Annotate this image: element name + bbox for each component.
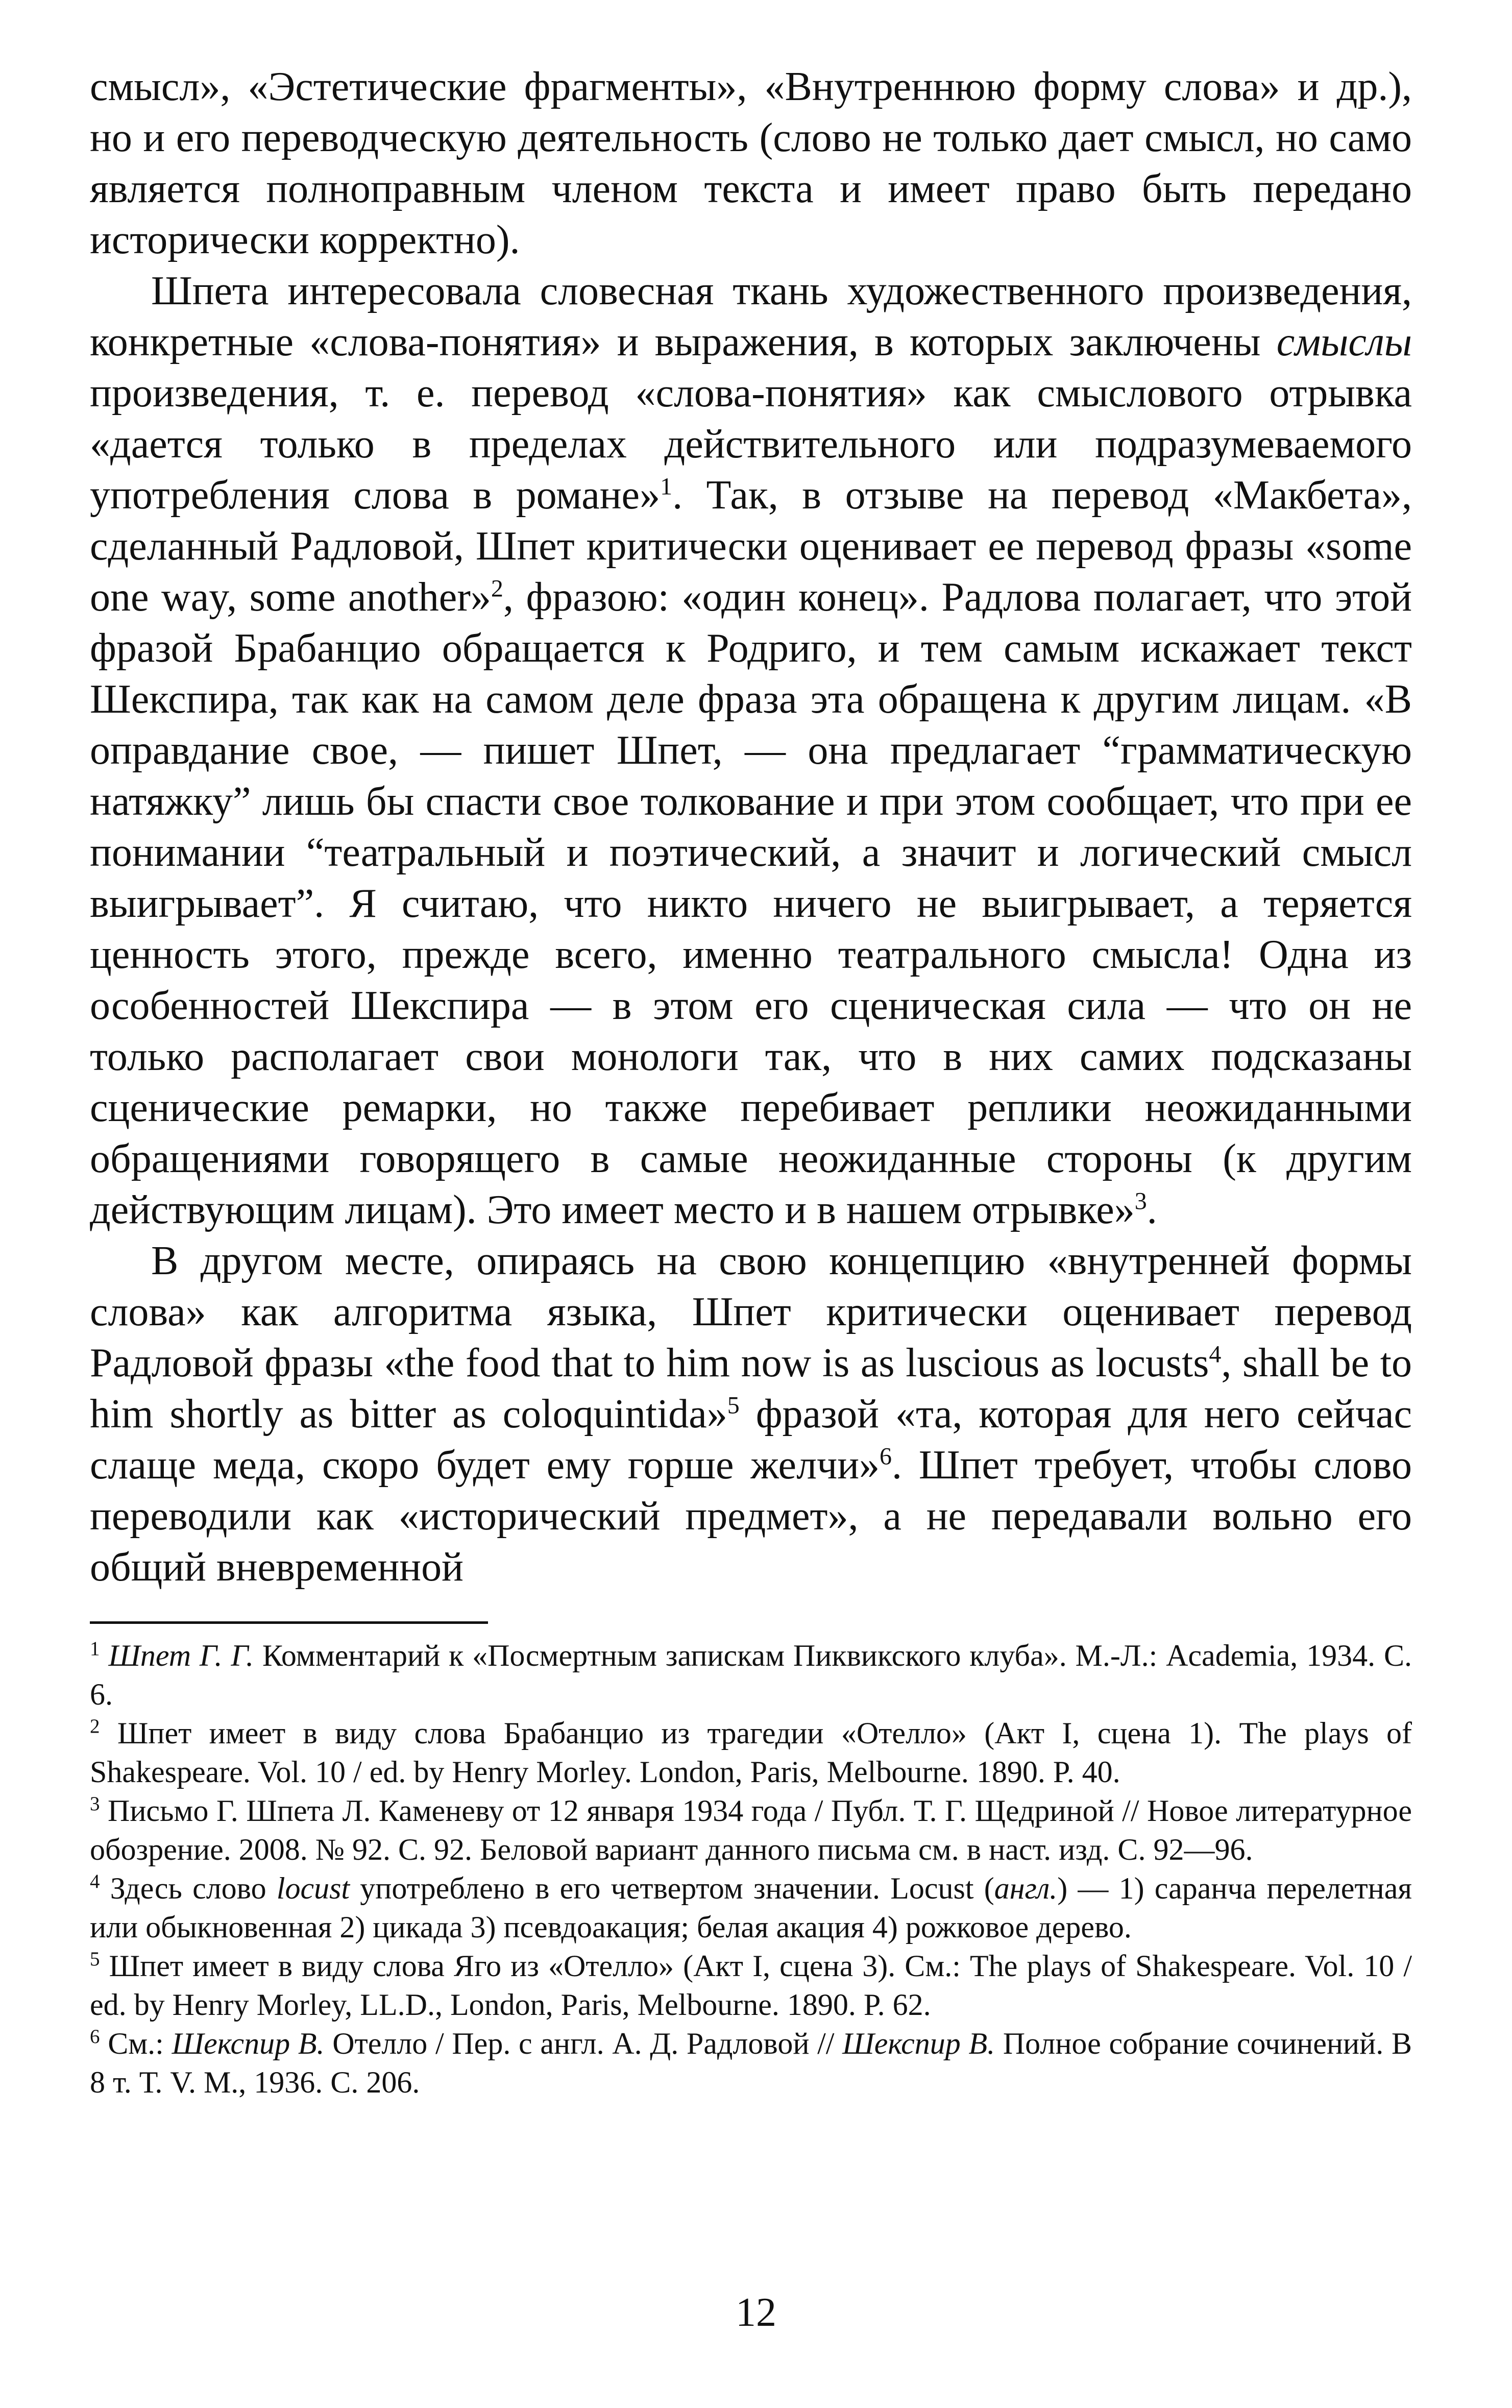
emphasis: смыслы <box>1276 320 1412 364</box>
footnote-number: 4 <box>90 1870 100 1892</box>
book-page <box>90 61 1412 2102</box>
footnote: $^3$ Письмо Г. Шпета Л. Каменеву от 12 января 1934 года / Публ. Т. Г. Щедриной // Новое литературное обозрение. 2008. № 92. С. 92. Беловой вариант данного письма см. в наст. изд. С. 92—96. <box>90 1793 1412 1866</box>
main-text <box>90 61 1412 1593</box>
footnote-number: 3 <box>90 1793 100 1815</box>
footnote: $^4$ Здесь слово locust употреблено в его четвертом значении. Locust (англ.) — 1) саранча перелетная или обыкновенная 2) цикада 3) псевдоакация; белая акация 4) рожковое дерево. <box>90 1870 1412 1944</box>
paragraph: смысл», «Эстетические фрагменты», «Внутреннюю форму слова» и др.), но и его переводческую деятельность (слово не только дает смысл, но само является полноправным членом текста и имеет право быть передано исторически корректно). <box>90 64 1412 262</box>
footnote: $^2$ Шпет имеет в виду слова Брабанцио из трагедии «Отелло» (Акт I, сцена 1). The plays of Shakespeare. Vol. 10 / ed. by Henry Morley. London, Paris, Melbourne. 1890. P. 40. <box>90 1715 1412 1789</box>
footnote-ref: 3 <box>1134 1187 1147 1215</box>
footnote-ref: 4 <box>1209 1341 1222 1368</box>
footnote: $^6$ См.: Шекспир В. Отелло / Пер. с англ. А. Д. Радловой // Шекспир В. Полное собрание сочинений. В 8 т. Т. V. М., 1936. С. 206. <box>90 2026 1412 2099</box>
paragraph: В другом месте, опираясь на свою концепцию «внутренней формы слова» как алгоритма языка, Шпет критически оценивает перевод Радловой фразы «the food that to him now is as luscious as locusts$^4$, shall be to him shortly as bitter as coloquintida»$^5$ фразой «та, которая для него сейчас слаще меда, скоро будет ему горше желчи»$^6$. Шпет требует, чтобы слово переводили как «исторический предмет», а не передавали вольно его общий вневременной <box>90 1238 1412 1590</box>
footnote: $^1$ Шпет Г. Г. Комментарий к «Посмертным запискам Пиквикского клуба». М.-Л.: Academia, 1934. С. 6. <box>90 1638 1412 1711</box>
paragraph: Шпета интересовала словесная ткань художественного произведения, конкретные «слова-понятия» и выражения, в которых заключены смыслы произведения, т. е. перевод «слова-понятия» как смыслового отрывка «дается только в пределах действительного или подразумеваемого употребления слова в романе»$^1$. Так, в отзыве на перевод «Макбета», сделанный Радловой, Шпет критически оценивает ее перевод фразы «some one way, some another»$^2$, фразою: «один конец». Радлова полагает, что этой фразой Брабанцио обращается к Родриго, и тем самым искажает текст Шекспира, так как на самом деле фраза эта обращена к другим лицам. «В оправдание свое, — пишет Шпет, — она предлагает “грамматическую натяжку” лишь бы спасти свое толкование и при этом сообщает, что при ее понимании “театральный и поэтический, а значит и логический смысл выигрывает”. Я считаю, что никто ничего не выигрывает, а теряется ценность этого, прежде всего, именно театрального смысла! Одна из особенностей Шекспира — в этом его сценическая сила — что он не только располагает свои монологи так, что в них самих подсказаны сценические ремарки, но также перебивает реплики неожиданными обращениями говорящего в самые неожиданные стороны (к другим действующим лицам). Это имеет место и в нашем отрывке»$^3$. <box>90 269 1412 1232</box>
footnote-number: 5 <box>90 1948 100 1970</box>
footnote-ref: 2 <box>491 575 503 602</box>
page-number: 12 <box>736 2290 776 2335</box>
footnote-number: 1 <box>90 1638 100 1660</box>
footnote-number: 6 <box>90 2026 100 2048</box>
footnote: $^5$ Шпет имеет в виду слова Яго из «Отелло» (Акт I, сцена 3). См.: The plays of Shakespeare. Vol. 10 / ed. by Henry Morley, LL.D., London, Paris, Melbourne. 1890. P. 62. <box>90 1948 1412 2022</box>
footnotes <box>90 1636 1412 2102</box>
footnote-number: 2 <box>90 1715 100 1737</box>
footnote-ref: 5 <box>727 1392 740 1419</box>
footnote-ref: 6 <box>880 1443 892 1470</box>
footnote-ref: 1 <box>660 473 673 500</box>
footnote-divider <box>90 1621 488 1624</box>
